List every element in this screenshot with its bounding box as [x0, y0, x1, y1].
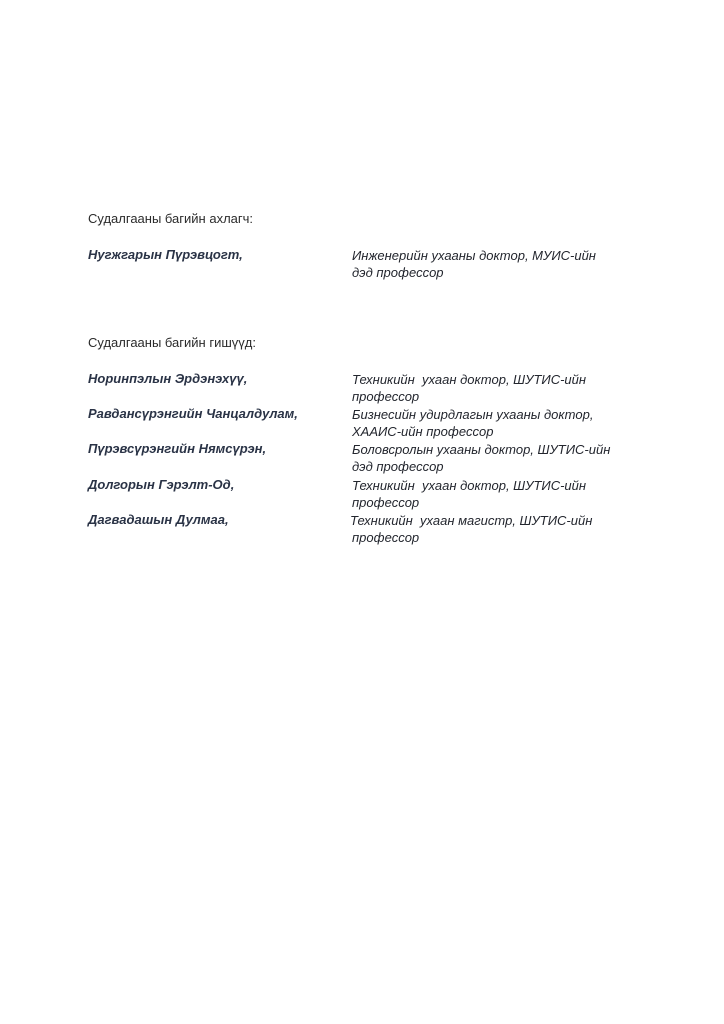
member-title-line1: Техникийн ухаан магистр, ШУТИС-ийн	[350, 513, 593, 528]
member-name: Долгорын Гэрэлт-Од,	[88, 477, 235, 492]
member-name: Равдансүрэнгийн Чанцалдулам,	[88, 406, 298, 421]
member-title-line1: Бизнесийн удирдлагын ухааны доктор,	[352, 407, 594, 422]
member-title-line2: профессор	[352, 389, 420, 404]
member-name: Норинпэлын Эрдэнэхүү,	[88, 371, 248, 386]
member-title-line1: Техникийн ухаан доктор, ШУТИС-ийн	[352, 478, 587, 493]
member-name: Дагвадашын Дулмаа,	[88, 512, 229, 527]
leader-name: Нугжгарын Пүрэвцогт,	[88, 247, 243, 262]
member-name: Пүрэвсүрэнгийн Нямсүрэн,	[88, 441, 267, 456]
leader-heading: Судалгааны багийн ахлагч:	[88, 211, 254, 226]
member-title-line2: профессор	[352, 530, 420, 545]
members-heading: Судалгааны багийн гишүүд:	[88, 335, 256, 350]
member-title-line1: Боловсролын ухааны доктор, ШУТИС-ийн	[352, 442, 611, 457]
member-title-line2: ХААИС-ийн профессор	[352, 424, 494, 439]
member-title-line2: дэд профессор	[352, 459, 444, 474]
member-title-line2: профессор	[352, 495, 420, 510]
member-title-line1: Техникийн ухаан доктор, ШУТИС-ийн	[352, 372, 587, 387]
leader-title-line1: Инженерийн ухааны доктор, МУИС-ийн	[352, 248, 596, 263]
leader-title-line2: дэд профессор	[352, 265, 444, 280]
